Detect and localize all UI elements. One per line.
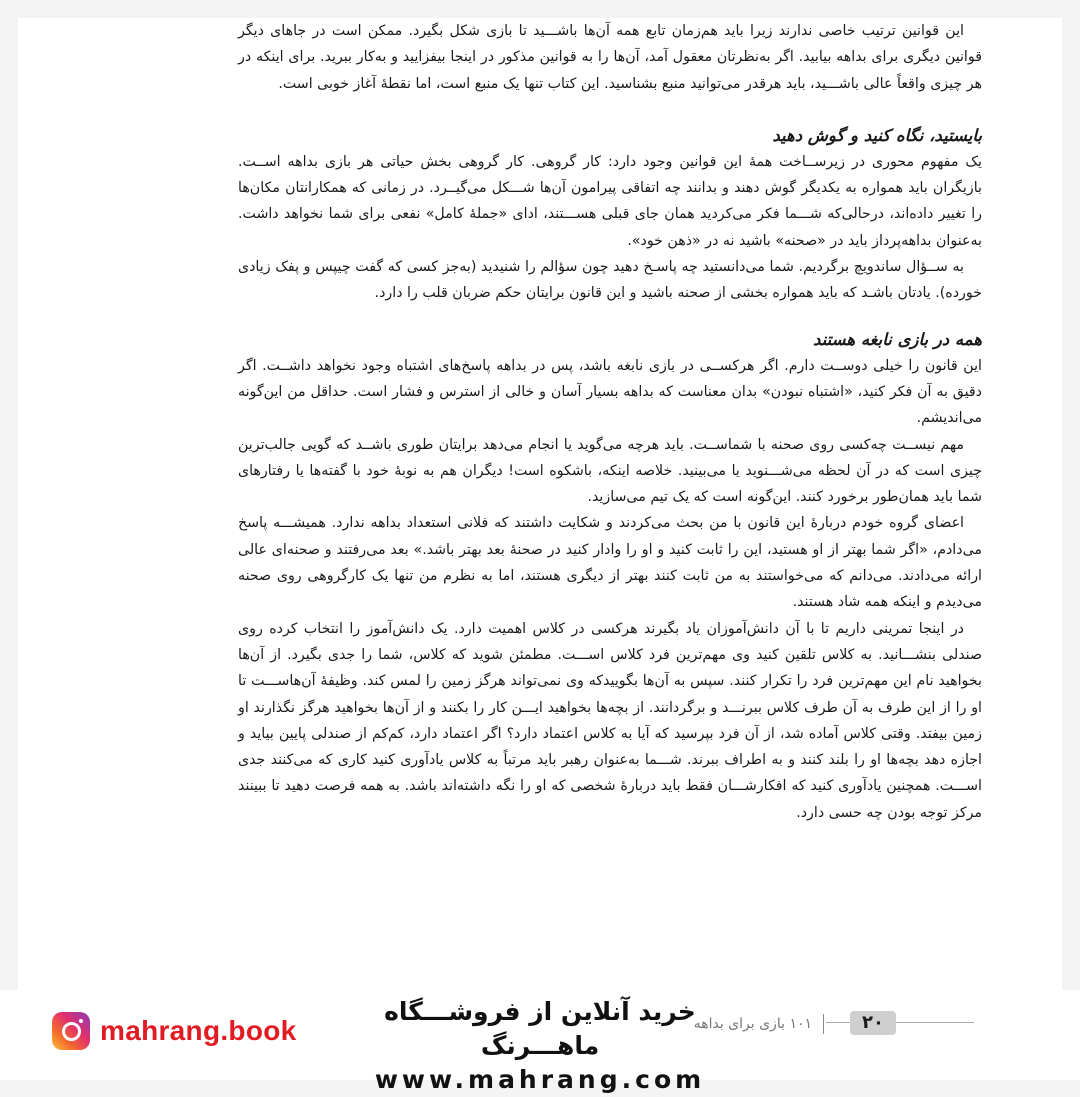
header-divider [823,1014,824,1034]
instagram-badge[interactable] [52,1011,297,1051]
page-body [238,18,982,826]
paragraph-group: اعضای گروه خودم دربارهٔ این قانون با من بحث می‌کردند و شکایت داشتند که فلانی استعداد بداهه ندارد. همیشـــه پاسخ می‌دادم، «اگر شما بهتر از او هستید، این را ثابت کنید و او را وادار کنید در صحنهٔ بعد بهتر باشد.» بعد می‌رفتند و صحنه‌ای عالی ارائه می‌دادند. می‌دانم که می‌خواستند به من ثابت کنند بهتر از دیگری هستند، اما به نظرم من تنها یک کارگروهی روی صحنه می‌دیدم و اینکه همه شاد هستند. [238,515,982,611]
section-heading-genius: همه در بازی نابغه هستند [813,329,982,349]
store-promo [370,995,710,1097]
paragraph-genius-rule: این قانون را خیلی دوســت دارم. اگر هرکســی در بازی نابغه باشد، پس در بداهه پاسخ‌های اشتباه وجود نخواهد داشــت. اگر دقیق به آن فکر کنید، «اشتباه نبودن» بدان معناست که بداهه بسیار آسان و خالی از استرس و فشار است. حداقل من این‌گونه می‌اندیشم. [238,357,982,427]
folio-rule-right [896,1022,974,1023]
paragraph-exercise: در اینجا تمرینی داریم تا با آن دانش‌آموزان یاد بگیرند هرکسی در کلاس اهمیت دارد. یک دانش‌آموز را انتخاب کرده روی صندلی بنشـــانید. به کلاس تلقین کنید وی مهم‌ترین فرد کلاس اســـت. مطمئن شوید که کلاس، شما را جدی بگیرد. از آن‌ها بخواهید نام این مهم‌ترین فرد را تکرار کنند. سپس به آن‌ها بگوییدکه وی نمی‌تواند هرگز زمین را لمس کند. وظیفهٔ آن‌هاســـت تا او را از این طرف به آن طرف کلاس ببرنـــد و برگردانند. از بچه‌ها بخواهید ایـــن کار را بکنند و از آن‌ها بخواهید هرگز نگذارند او زمین بیفتد. وقتی کلاس آماده شد، از آن فرد بپرسید که آیا به کلاس اعتماد دارد؟ اگر اعتماد دارد، کم‌کم از صندلی پایین بیاید و اجازه دهد بچه‌ها او را بلند کنند و به اطراف ببرند. شـــما به‌عنوان رهبر باید مرتباً به کلاس یادآوری کنید کاری که می‌کنند جدی اســـت. همچنین یادآوری کنید که افکارشـــان فقط باید دربارهٔ شخصی که او را نگه داشته‌اند باشد. به همه فرصت دهید تا ببینند مرکز توجه بودن چه حسی دارد. [238,620,982,821]
store-url-link[interactable]: www.mahrang.com [374,1065,706,1094]
folio-rule-left [826,1022,850,1023]
paragraph-teamwork: یک مفهوم محوری در زیرســاخت همهٔ این قوانین وجود دارد: کار گروهی. کار گروهی بخش حیاتی هر بازی بداهه اســت. بازیگران باید همواره به یکدیگر گوش دهند و بدانند چه اتفاقی پیرامون آن‌ها شـــکل می‌گیــرد. در زمانی که همکارانتان مکان‌ها را تغییر داده‌اند، درحالی‌که شـــما فکر می‌کردید همان جای قبلی هســـتند، ادای «جملهٔ کامل» نفعی برای شما نخواهد داشت. به‌عنوان بداهه‌پرداز باید در «صحنه» باشید نه در «ذهن خود». [238,153,982,249]
running-head: ۱۰۱ بازی برای بداهه [693,1016,812,1032]
paragraph-sandwich: به ســؤال ساندویچ برگردیم. شما می‌دانستید چه پاسـخ دهید چون سؤالم را شنیدید (به‌جز کسی که گفت چیپس و پفک زیادی خورده). یادتان باشـد که باید همواره بخشی از صحنه باشید و این قانون برایتان حکم ضربان قلب را دارد. [238,259,982,302]
paragraph-team: مهم نیســت چه‌کسی روی صحنه با شماســت. باید هرچه می‌گوید یا انجام می‌دهد برایتان طوری باشــد که گویی جالب‌ترین چیزی است که در آن لحظه می‌شـــنوید یا می‌بینید. خلاصه اینکه، باشکوه است! دیگران هم به نوبهٔ خود با گفته‌ها یا رفتارهای شما باید همان‌طور برخورد کنند. این‌گونه است که یک تیم می‌سازید. [238,436,982,506]
instagram-handle[interactable]: mahrang.book [100,1015,297,1046]
instagram-icon [52,1012,90,1050]
paragraph-intro: این قوانین ترتیب خاصی ندارند زیرا باید هم‌زمان تابع همه آن‌ها باشـــید تا بازی شکل بگیرد. ممکن است در جاهای دیگر قوانین دیگری برای بداهه بیابید. اگر به‌نظرتان معقول آمد، آن‌ها را به قوانین مذکور در اینجا بیفزایید و به‌کار ببرید. برای اینکه در هر چیزی واقعاً عالی باشـــید، باید هرقدر می‌توانید منبع بشناسید. این کتاب تنها یک منبع است، اما نقطهٔ آغاز خوبی است. [238,23,982,92]
page-number: ۲۰ [850,1011,896,1035]
promo-text: خرید آنلاین از فروشـــگاه ماهـــرنگ [384,997,696,1060]
section-heading-listen: بایستید، نگاه کنید و گوش دهید [772,125,982,145]
